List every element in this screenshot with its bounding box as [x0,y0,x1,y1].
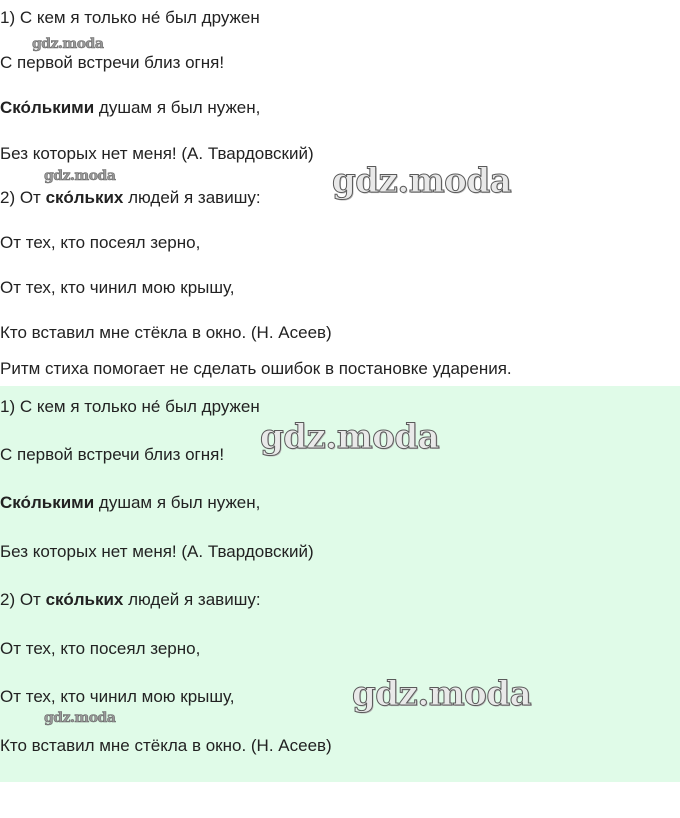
poem1-line-3-copy [0,492,260,514]
stressed-word: ско́льких [45,590,124,609]
line-prefix: 2) От [0,590,46,609]
watermark-logo: gdz.moda [260,417,440,457]
watermark-logo: gdz.moda [44,168,116,184]
poem2-line-3: От тех, кто чинил мою крышу, [0,278,235,297]
poem2-line-3-copy: От тех, кто чинил мою крышу, [0,687,235,706]
poem1-line-2-copy: С первой встречи близ огня! [0,445,225,464]
poem1-line-4-copy: Без которых нет меня! (А. Твардовский) [0,542,314,561]
line-rest: душам я был нужен, [94,98,261,117]
poem2-line-2: От тех, кто посеял зерно, [0,233,201,252]
watermark-logo: gdz.moda [352,674,532,714]
watermark-logo: gdz.moda [332,161,512,201]
poem2-line-4-copy: Кто вставил мне стёкла в окно. (Н. Асеев) [0,736,332,755]
poem2-line-1 [0,187,261,209]
rhythm-note: Ритм стиха помогает не сделать ошибок в постановке ударения. [0,359,512,378]
line-prefix: 2) От [0,188,46,207]
stressed-word: Ско́лькими [0,98,95,117]
poem1-line-4: Без которых нет меня! (А. Твардовский) [0,144,314,163]
watermark-logo: gdz.moda [32,36,104,52]
watermark-logo: gdz.moda [44,710,116,726]
poem2-line-4: Кто вставил мне стёкла в окно. (Н. Асеев) [0,323,332,342]
line-rest: людей я завишу: [123,590,261,609]
line-rest: душам я был нужен, [94,493,261,512]
poem1-line-1: 1) С кем я только не́ был дружен [0,8,260,27]
poem2-line-1-copy [0,589,261,611]
stressed-word: ско́льких [45,188,124,207]
poem1-line-1-copy: 1) С кем я только не́ был дружен [0,397,260,416]
stressed-word: Ско́лькими [0,493,95,512]
poem1-line-3 [0,97,260,119]
line-rest: людей я завишу: [123,188,261,207]
poem2-line-2-copy: От тех, кто посеял зерно, [0,639,201,658]
poem1-line-2: С первой встречи близ огня! [0,53,225,72]
